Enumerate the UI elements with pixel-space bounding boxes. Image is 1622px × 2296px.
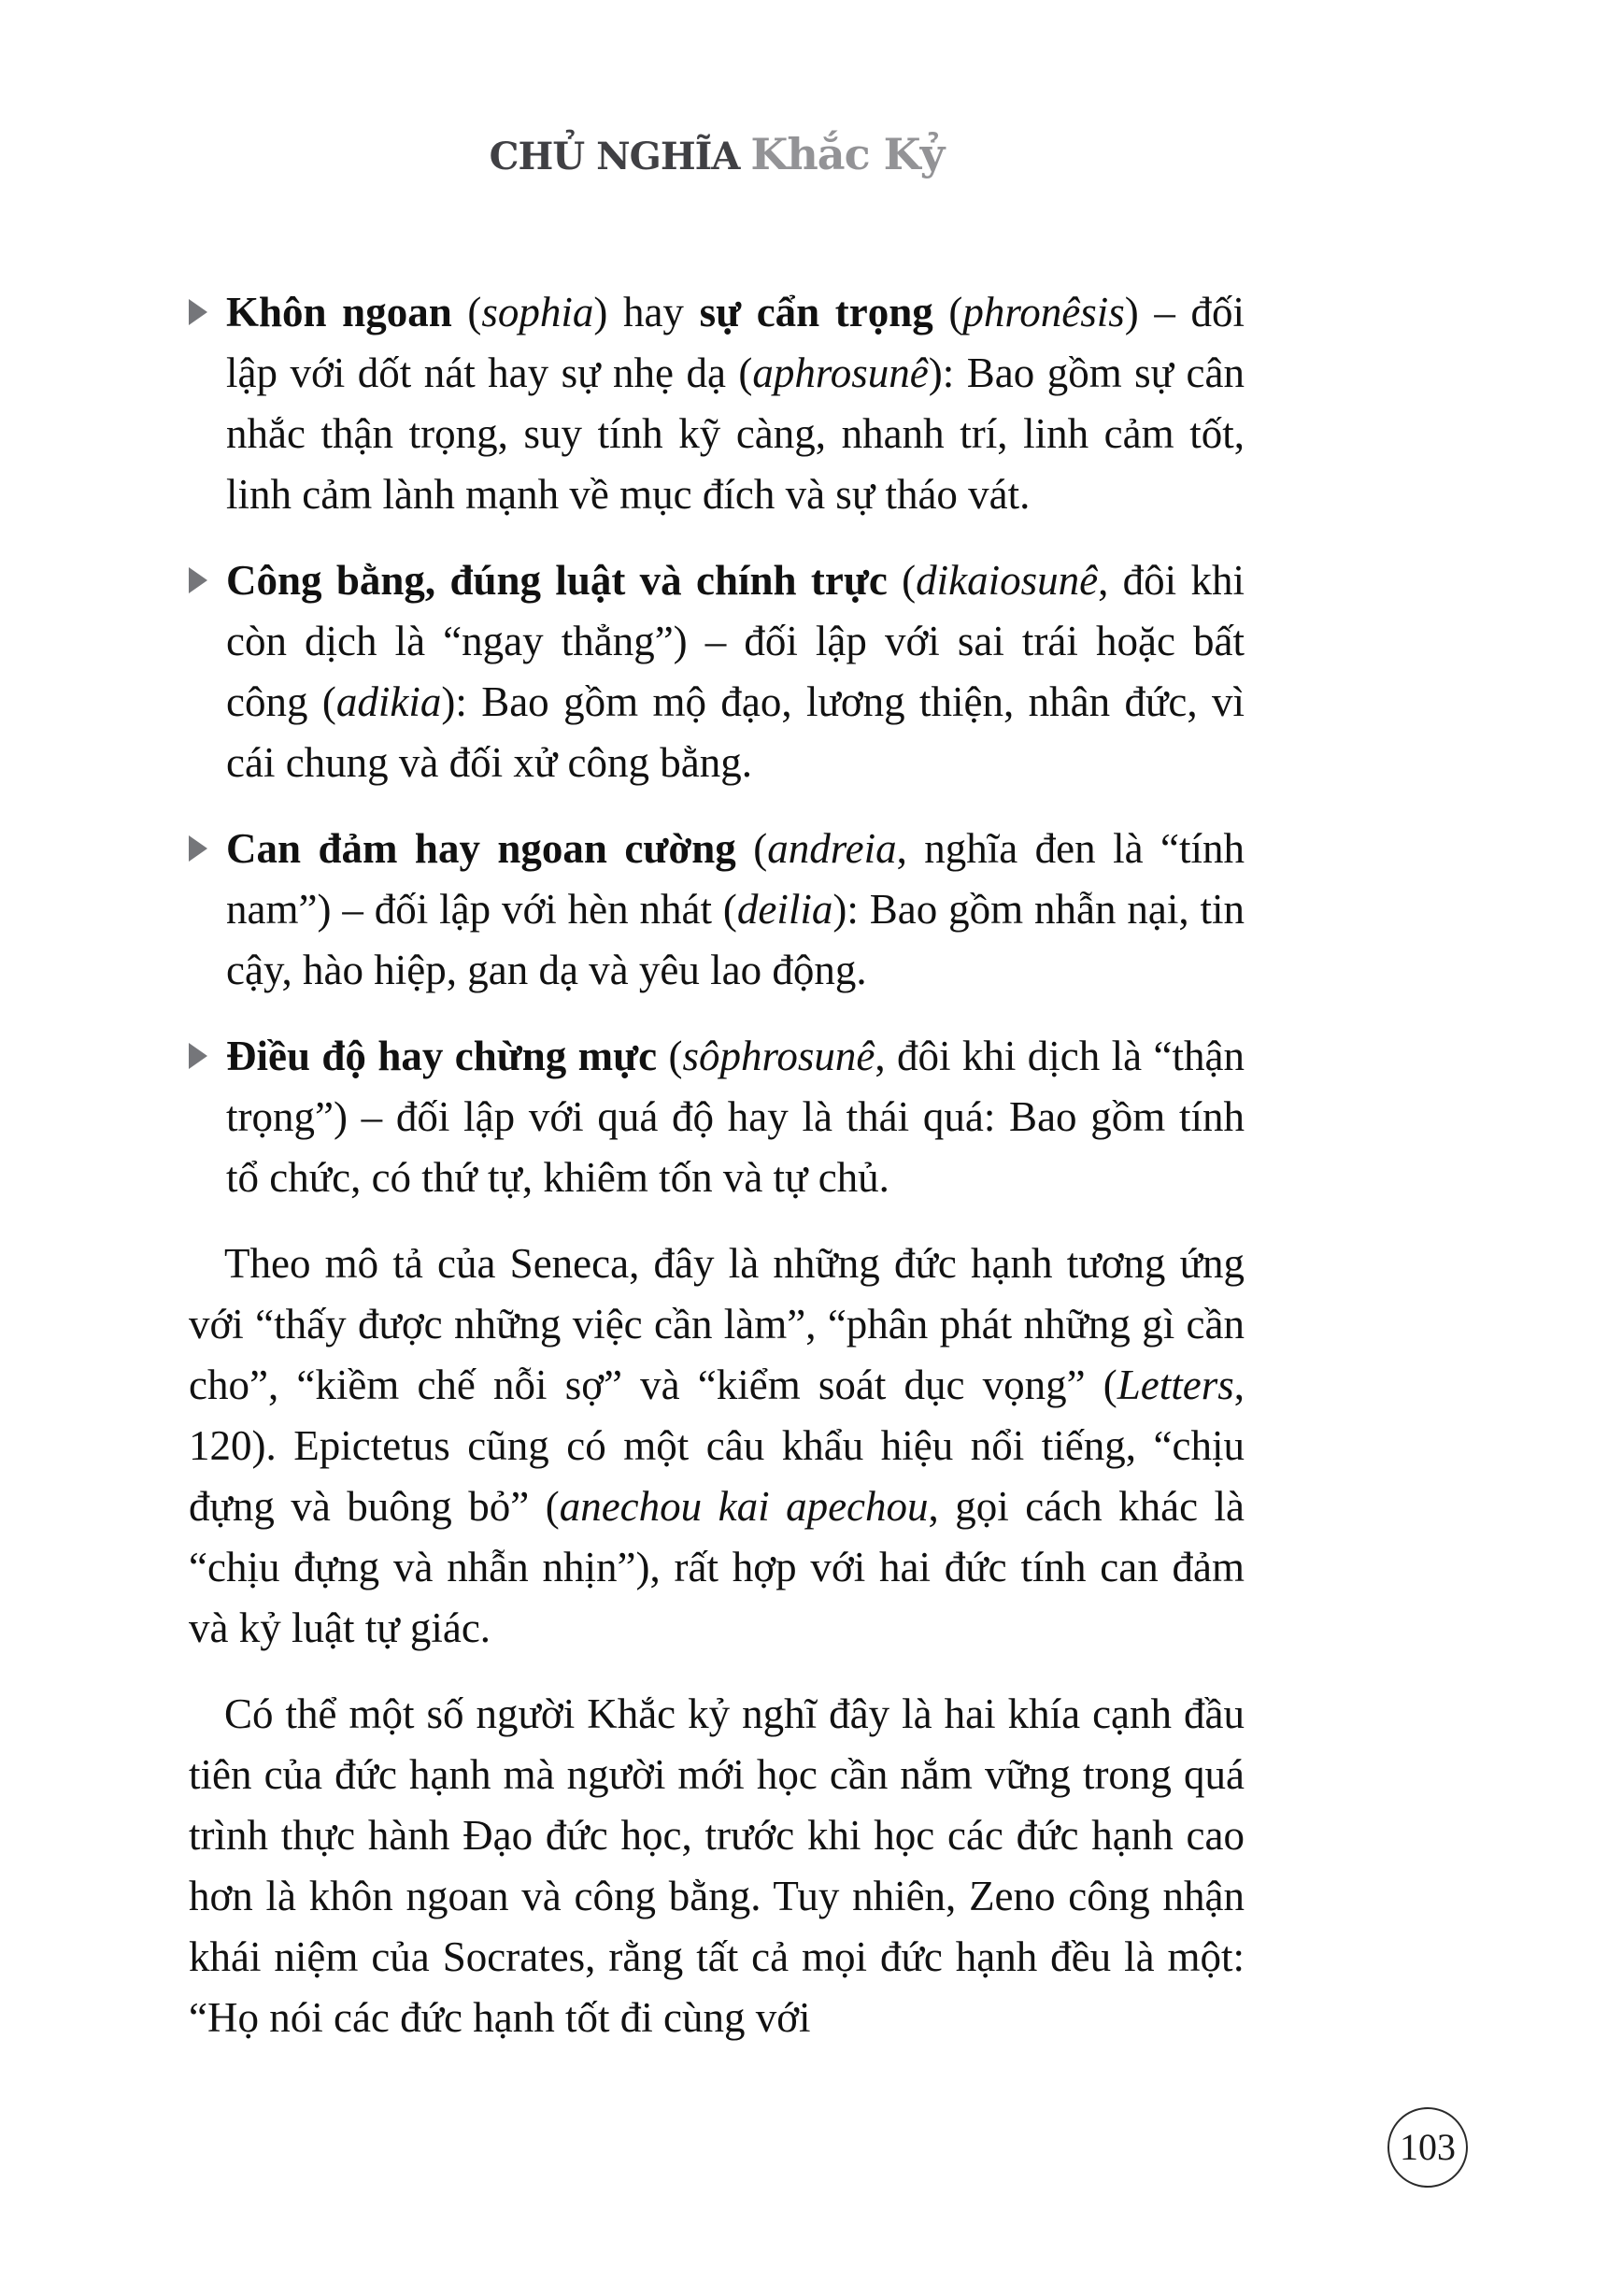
page-number: 103: [1400, 2126, 1456, 2168]
text-run: (: [735, 825, 768, 872]
virtue-item-courage: [189, 819, 1245, 1001]
virtue-item-justice: [189, 550, 1245, 793]
virtue-item-wisdom: [189, 282, 1245, 525]
text-run: (: [451, 289, 482, 335]
text-run: adikia: [335, 678, 442, 725]
text-run: ) – đối lập với dốt nát hay sự nhẹ dạ (: [226, 289, 1245, 396]
text-run: dikaiosunê: [916, 557, 1099, 604]
text-run: Khôn ngoan: [226, 289, 452, 335]
virtue-list: [189, 282, 1245, 1208]
page-number-badge: [1387, 2107, 1468, 2188]
text-run: , đôi khi dịch là “thận trọng”) – đối lập với quá độ hay là thái quá: Bao gồm tính tổ chức, có thứ tự, khiêm tốn và tự chủ.: [226, 1033, 1245, 1201]
text-run: , gọi cách khác là “chịu đựng và nhẫn nhịn”), rất hợp với hai đức tính can đảm và kỷ luật tự giác.: [189, 1483, 1245, 1651]
page-content: [189, 282, 1245, 2074]
virtue-text: [226, 557, 1245, 786]
book-title-accent: Khắc Kỷ: [750, 129, 945, 179]
text-run: deilia: [736, 886, 833, 933]
text-run: ): Bao gồm mộ đạo, lương thiện, nhân đức, vì cái chung và đối xử công bằng.: [226, 678, 1245, 786]
text-run: Có thể một số người Khắc kỷ nghĩ đây là hai khía cạnh đầu tiên của đức hạnh mà người mới học cần nắm vững trong quá trình thực hành Đạo đức học, trước khi học các đức hạnh cao hơn là khôn ngoan và công bằng. Tuy nhiên, Zeno công nhận khái niệm của Socrates, rằng tất cả mọi đức hạnh đều là một: “Họ nói các đức hạnh tốt đi cùng với: [189, 1690, 1245, 2041]
text-run: (: [887, 557, 917, 604]
text-run: ): Bao gồm nhẫn nại, tin cậy, hào hiệp, gan dạ và yêu lao động.: [226, 886, 1245, 993]
paragraph-zeno: [189, 1684, 1245, 2048]
virtue-item-temperance: [189, 1026, 1245, 1208]
triangle-bullet-icon: [189, 299, 207, 325]
text-run: Can đảm hay ngoan cường: [226, 825, 736, 872]
text-run: Điều độ hay chừng mực: [226, 1033, 658, 1079]
text-run: andreia: [767, 825, 897, 872]
text-run: aphrosunê: [752, 349, 929, 396]
text-run: phronêsis: [962, 289, 1125, 335]
text-run: Letters: [1117, 1362, 1234, 1408]
text-run: ) hay: [593, 289, 700, 335]
text-run: (: [657, 1033, 683, 1079]
text-run: Công bằng, đúng luật và chính trực: [226, 557, 888, 604]
book-title-main: CHỦ NGHĨA: [489, 135, 740, 178]
text-run: Theo mô tả của Seneca, đây là những đức hạnh tương ứng với “thấy được những việc cần làm”, “phân phát những gì cần cho”, “kiềm chế nỗi sợ” và “kiểm soát dục vọng” (: [189, 1240, 1245, 1408]
paragraph-seneca: [189, 1234, 1245, 1659]
virtue-text: [226, 289, 1245, 518]
text-run: , đôi khi còn dịch là “ngay thẳng”) – đối lập với sai trái hoặc bất công (: [226, 557, 1245, 725]
text-run: sự cẩn trọng: [699, 289, 933, 335]
triangle-bullet-icon: [189, 1043, 207, 1069]
text-run: , nghĩa đen là “tính nam”) – đối lập với hèn nhát (: [226, 825, 1245, 933]
virtue-text: [226, 825, 1245, 993]
running-head: [189, 129, 1245, 179]
triangle-bullet-icon: [189, 835, 207, 862]
text-run: ): Bao gồm sự cân nhắc thận trọng, suy tính kỹ càng, nhanh trí, linh cảm tốt, linh cảm lành mạnh về mục đích và sự tháo vát.: [226, 349, 1245, 518]
text-run: anechou kai apechou: [559, 1483, 929, 1530]
text-run: , 120). Epictetus cũng có một câu khẩu hiệu nổi tiếng, “chịu đựng và buông bỏ” (: [189, 1362, 1245, 1530]
text-run: sophia: [481, 289, 594, 335]
text-run: sôphrosunê: [682, 1033, 875, 1079]
triangle-bullet-icon: [189, 567, 207, 593]
text-run: (: [932, 289, 963, 335]
virtue-text: [226, 1033, 1245, 1201]
